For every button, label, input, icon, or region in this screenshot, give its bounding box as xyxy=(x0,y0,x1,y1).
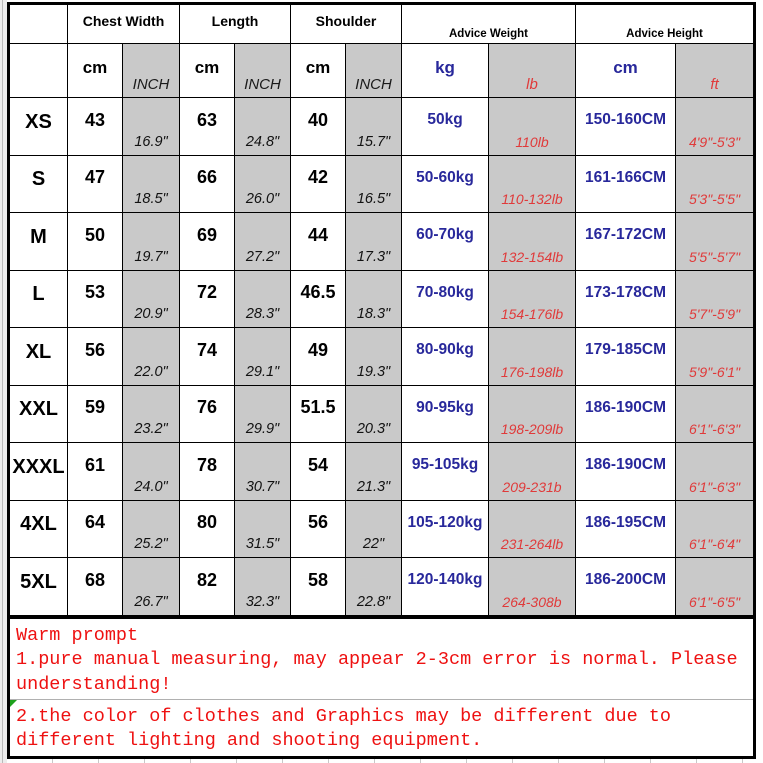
cell-sho_cm: 51.5 xyxy=(291,386,346,444)
notes-section xyxy=(10,616,753,756)
sheet-left-margin xyxy=(0,0,7,763)
cell-size: L xyxy=(10,271,68,329)
subheader-weight-kg: kg xyxy=(402,44,489,98)
cell-kg: 90-95kg xyxy=(402,386,489,444)
cell-len_in: 28.3" xyxy=(235,271,291,329)
cell-sho_in: 19.3" xyxy=(346,328,402,386)
corner-empty-cell-top xyxy=(10,5,68,44)
cell-ft: 5'3"-5'5" xyxy=(676,156,753,214)
subheader-chest-inch: INCH xyxy=(123,44,180,98)
cell-hcm: 173-178CM xyxy=(576,271,676,329)
cell-chest_cm: 61 xyxy=(68,443,123,501)
note-2-line-2: different lighting and shooting equipment. xyxy=(16,730,483,751)
cell-chest_in: 26.7" xyxy=(123,558,180,616)
cell-size: 5XL xyxy=(10,558,68,616)
subheader-weight-lb: lb xyxy=(489,44,576,98)
note-2-line-1: 2.the color of clothes and Graphics may be different due to xyxy=(16,705,672,727)
cell-error-marker-icon xyxy=(10,700,17,707)
cell-lb: 264-308b xyxy=(489,558,576,616)
cell-chest_in: 19.7" xyxy=(123,213,180,271)
cell-sho_in: 15.7" xyxy=(346,98,402,156)
cell-size: XL xyxy=(10,328,68,386)
header-length: Length xyxy=(180,5,291,44)
cell-size: XXXL xyxy=(10,443,68,501)
cell-lb: 154-176lb xyxy=(489,271,576,329)
size-table xyxy=(10,5,753,616)
cell-chest_cm: 64 xyxy=(68,501,123,559)
cell-sho_in: 20.3" xyxy=(346,386,402,444)
cell-sho_cm: 56 xyxy=(291,501,346,559)
cell-hcm: 186-195CM xyxy=(576,501,676,559)
cell-sho_in: 18.3" xyxy=(346,271,402,329)
subheader-shoulder-cm: cm xyxy=(291,44,346,98)
cell-lb: 209-231b xyxy=(489,443,576,501)
cell-len_in: 27.2" xyxy=(235,213,291,271)
cell-sho_in: 21.3" xyxy=(346,443,402,501)
cell-chest_cm: 68 xyxy=(68,558,123,616)
cell-sho_cm: 42 xyxy=(291,156,346,214)
corner-empty-cell-bottom xyxy=(10,44,68,98)
cell-hcm: 167-172CM xyxy=(576,213,676,271)
cell-lb: 176-198lb xyxy=(489,328,576,386)
cell-len_cm: 63 xyxy=(180,98,235,156)
cell-len_cm: 74 xyxy=(180,328,235,386)
cell-ft: 5'7"-5'9" xyxy=(676,271,753,329)
cell-chest_in: 20.9" xyxy=(123,271,180,329)
cell-hcm: 161-166CM xyxy=(576,156,676,214)
cell-lb: 110-132lb xyxy=(489,156,576,214)
cell-sho_cm: 54 xyxy=(291,443,346,501)
cell-kg: 60-70kg xyxy=(402,213,489,271)
header-shoulder: Shoulder xyxy=(291,5,402,44)
cell-chest_in: 16.9" xyxy=(123,98,180,156)
cell-size: M xyxy=(10,213,68,271)
subheader-height-cm: cm xyxy=(576,44,676,98)
cell-chest_in: 25.2" xyxy=(123,501,180,559)
cell-sho_in: 16.5" xyxy=(346,156,402,214)
cell-len_cm: 82 xyxy=(180,558,235,616)
cell-lb: 198-209lb xyxy=(489,386,576,444)
cell-hcm: 186-190CM xyxy=(576,386,676,444)
size-chart-sheet xyxy=(7,2,756,759)
cell-ft: 6'1"-6'3" xyxy=(676,443,753,501)
cell-lb: 110lb xyxy=(489,98,576,156)
cell-sho_cm: 46.5 xyxy=(291,271,346,329)
cell-chest_cm: 50 xyxy=(68,213,123,271)
cell-len_cm: 72 xyxy=(180,271,235,329)
header-chest-width: Chest Width xyxy=(68,5,180,44)
cell-lb: 132-154lb xyxy=(489,213,576,271)
cell-kg: 105-120kg xyxy=(402,501,489,559)
warm-prompt-title: Warm prompt xyxy=(16,624,139,646)
cell-kg: 50-60kg xyxy=(402,156,489,214)
cell-hcm: 150-160CM xyxy=(576,98,676,156)
cell-ft: 4'9"-5'3" xyxy=(676,98,753,156)
cell-ft: 6'1"-6'3" xyxy=(676,386,753,444)
cell-hcm: 186-200CM xyxy=(576,558,676,616)
cell-size: 4XL xyxy=(10,501,68,559)
cell-chest_cm: 43 xyxy=(68,98,123,156)
cell-kg: 70-80kg xyxy=(402,271,489,329)
header-advice-weight: Advice Weight xyxy=(402,5,576,44)
cell-lb: 231-264lb xyxy=(489,501,576,559)
cell-len_in: 29.1" xyxy=(235,328,291,386)
cell-chest_cm: 47 xyxy=(68,156,123,214)
subheader-length-inch: INCH xyxy=(235,44,291,98)
cell-kg: 120-140kg xyxy=(402,558,489,616)
cell-size: XXL xyxy=(10,386,68,444)
cell-sho_cm: 44 xyxy=(291,213,346,271)
cell-len_cm: 78 xyxy=(180,443,235,501)
cell-chest_cm: 53 xyxy=(68,271,123,329)
cell-len_in: 32.3" xyxy=(235,558,291,616)
cell-chest_in: 18.5" xyxy=(123,156,180,214)
note-1-line-1: 1.pure manual measuring, may appear 2-3cm error is normal. Please xyxy=(16,649,738,670)
cell-ft: 6'1"-6'5" xyxy=(676,558,753,616)
cell-kg: 80-90kg xyxy=(402,328,489,386)
cell-len_cm: 66 xyxy=(180,156,235,214)
warm-prompt-block xyxy=(10,619,753,699)
cell-size: XS xyxy=(10,98,68,156)
subheader-chest-cm: cm xyxy=(68,44,123,98)
cell-len_in: 30.7" xyxy=(235,443,291,501)
cell-ft: 6'1"-6'4" xyxy=(676,501,753,559)
cell-kg: 95-105kg xyxy=(402,443,489,501)
cell-len_in: 24.8" xyxy=(235,98,291,156)
cell-chest_in: 22.0" xyxy=(123,328,180,386)
note-1-line-2: understanding! xyxy=(16,673,172,695)
cell-sho_cm: 58 xyxy=(291,558,346,616)
cell-len_in: 31.5" xyxy=(235,501,291,559)
cell-chest_cm: 59 xyxy=(68,386,123,444)
cell-ft: 5'9"-6'1" xyxy=(676,328,753,386)
cell-sho_in: 22" xyxy=(346,501,402,559)
cell-len_in: 26.0" xyxy=(235,156,291,214)
cell-hcm: 179-185CM xyxy=(576,328,676,386)
cell-len_cm: 76 xyxy=(180,386,235,444)
cell-hcm: 186-190CM xyxy=(576,443,676,501)
subheader-height-ft: ft xyxy=(676,44,753,98)
cell-kg: 50kg xyxy=(402,98,489,156)
cell-chest_in: 23.2" xyxy=(123,386,180,444)
cell-ft: 5'5"-5'7" xyxy=(676,213,753,271)
note-2-block xyxy=(10,700,753,756)
subheader-shoulder-inch: INCH xyxy=(346,44,402,98)
cell-sho_in: 22.8" xyxy=(346,558,402,616)
cell-sho_in: 17.3" xyxy=(346,213,402,271)
cell-sho_cm: 40 xyxy=(291,98,346,156)
subheader-length-cm: cm xyxy=(180,44,235,98)
cell-sho_cm: 49 xyxy=(291,328,346,386)
cell-size: S xyxy=(10,156,68,214)
cell-len_cm: 69 xyxy=(180,213,235,271)
header-advice-height: Advice Height xyxy=(576,5,753,44)
cell-len_in: 29.9" xyxy=(235,386,291,444)
cell-len_cm: 80 xyxy=(180,501,235,559)
cell-chest_cm: 56 xyxy=(68,328,123,386)
cell-chest_in: 24.0" xyxy=(123,443,180,501)
